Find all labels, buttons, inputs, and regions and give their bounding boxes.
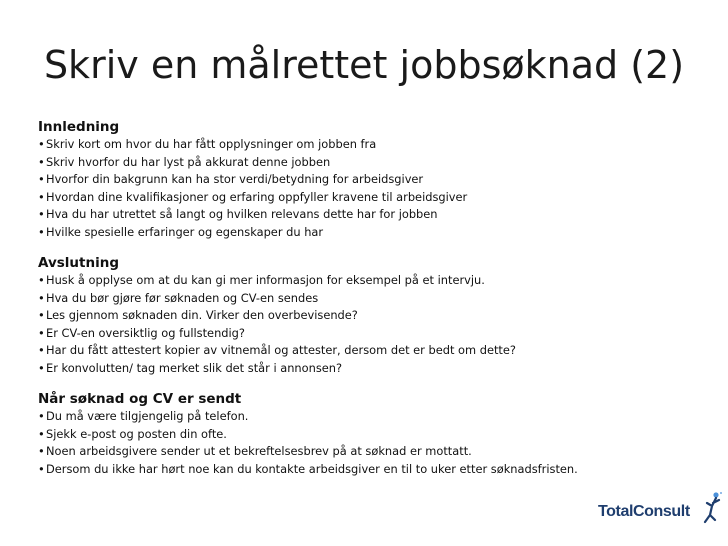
list-item: •Er konvolutten/ tag merket slik det står i annonsen? bbox=[38, 360, 698, 378]
list-item: •Skriv kort om hvor du har fått opplysninger om jobben fra bbox=[38, 136, 698, 154]
section-naar-sendt bbox=[38, 391, 698, 478]
list-item: •Hvordan dine kvalifikasjoner og erfaring oppfyller kravene til arbeidsgiver bbox=[38, 189, 698, 207]
bullet-icon: • bbox=[38, 343, 45, 357]
list-item: •Hva du bør gjøre før søknaden og CV-en sendes bbox=[38, 290, 698, 308]
section-innledning bbox=[38, 119, 698, 241]
bullet-icon: • bbox=[38, 154, 45, 169]
person-figure-icon bbox=[702, 491, 722, 525]
section-heading: Avslutning bbox=[38, 255, 120, 271]
bullet-icon: • bbox=[38, 224, 45, 239]
slide-title: Skriv en målrettet jobbsøknad (2) bbox=[43, 43, 685, 87]
bullet-icon: • bbox=[38, 207, 45, 221]
list-item: •Husk å opplyse om at du kan gi mer informasjon for eksempel på et intervju. bbox=[38, 272, 698, 290]
list-item: •Sjekk e-post og posten din ofte. bbox=[38, 426, 698, 444]
bullet-icon: • bbox=[38, 189, 45, 204]
list-item: •Er CV-en oversiktlig og fullstendig? bbox=[38, 325, 698, 343]
totalconsult-logo bbox=[598, 495, 722, 525]
list-item: •Hvilke spesielle erfaringer og egenskaper du har bbox=[38, 224, 698, 242]
list-item: •Les gjennom søknaden din. Virker den overbevisende? bbox=[38, 307, 698, 325]
logo-text: TotalConsult bbox=[598, 503, 690, 520]
bullet-list bbox=[38, 272, 698, 377]
list-item: •Du må være tilgjengelig på telefon. bbox=[38, 408, 698, 426]
list-item: •Dersom du ikke har hørt noe kan du kontakte arbeidsgiver en til to uker etter søknadsfristen. bbox=[38, 461, 698, 479]
section-heading: Innledning bbox=[38, 119, 120, 135]
bullet-icon: • bbox=[38, 172, 45, 186]
bullet-icon: • bbox=[38, 273, 45, 287]
bullet-list bbox=[38, 136, 698, 241]
section-heading: Når søknad og CV er sendt bbox=[38, 391, 242, 407]
slide-content bbox=[38, 119, 698, 478]
bullet-icon: • bbox=[38, 409, 45, 423]
bullet-icon: • bbox=[38, 426, 45, 441]
bullet-icon: • bbox=[38, 308, 45, 322]
list-item: •Hvorfor din bakgrunn kan ha stor verdi/betydning for arbeidsgiver bbox=[38, 171, 698, 189]
bullet-icon: • bbox=[38, 137, 45, 151]
bullet-icon: • bbox=[38, 290, 45, 305]
bullet-icon: • bbox=[38, 325, 45, 340]
list-item: •Skriv hvorfor du har lyst på akkurat denne jobben bbox=[38, 154, 698, 172]
list-item: •Har du fått attestert kopier av vitnemål og attester, dersom det er bedt om dette? bbox=[38, 342, 698, 360]
bullet-icon: • bbox=[38, 444, 45, 458]
bullet-icon: • bbox=[38, 461, 45, 476]
list-item: •Hva du har utrettet så langt og hvilken relevans dette har for jobben bbox=[38, 206, 698, 224]
list-item: •Noen arbeidsgivere sender ut et bekreftelsesbrev på at søknad er mottatt. bbox=[38, 443, 698, 461]
section-avslutning bbox=[38, 255, 698, 377]
bullet-list bbox=[38, 408, 698, 478]
bullet-icon: • bbox=[38, 360, 45, 375]
